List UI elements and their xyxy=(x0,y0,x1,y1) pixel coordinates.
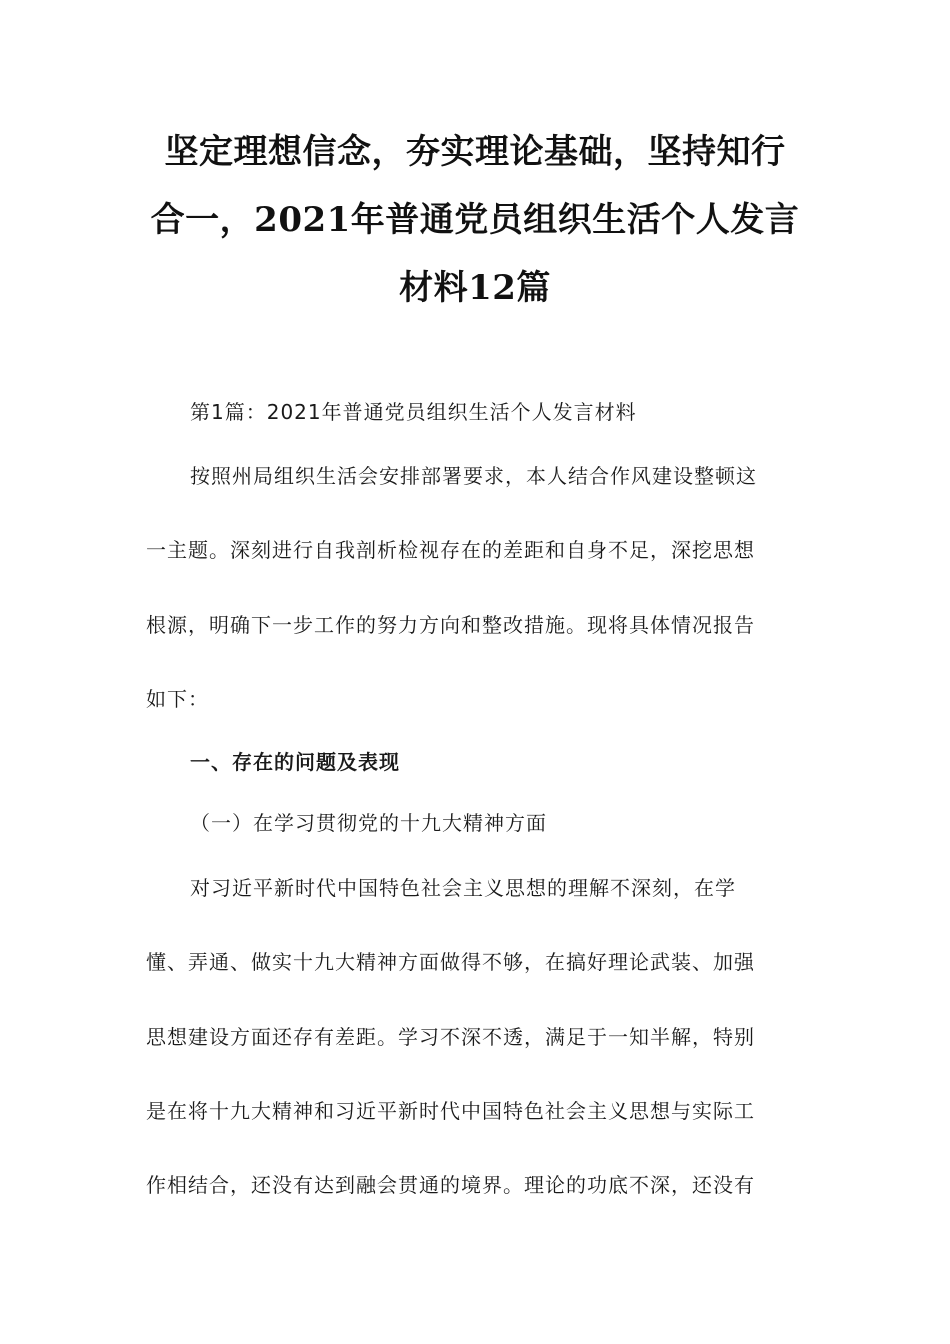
section-heading: 一、存在的问题及表现 xyxy=(190,750,400,774)
para-line-1: 对习近平新时代中国特色社会主义思想的理解不深刻，在学 xyxy=(190,876,736,900)
title-line-3: 材料12篇 xyxy=(399,268,551,308)
para-line-2: 懂、弄通、做实十九大精神方面做得不够，在搞好理论武装、加强 xyxy=(146,950,755,974)
title-line-2: 合一，2021年普通党员组织生活个人发言 xyxy=(150,200,800,240)
document-title xyxy=(140,118,810,322)
article-subtitle: 第1篇：2021年普通党员组织生活个人发言材料 xyxy=(190,400,637,424)
intro-line-3: 根源，明确下一步工作的努力方向和整改措施。现将具体情况报告 xyxy=(146,613,755,637)
intro-line-2: 一主题。深刻进行自我剖析检视存在的差距和自身不足，深挖思想 xyxy=(146,538,755,562)
para-line-4: 是在将十九大精神和习近平新时代中国特色社会主义思想与实际工 xyxy=(146,1099,755,1123)
intro-line-1: 按照州局组织生活会安排部署要求，本人结合作风建设整顿这 xyxy=(190,464,757,488)
section-subheading: （一）在学习贯彻党的十九大精神方面 xyxy=(190,811,547,835)
para-line-5: 作相结合，还没有达到融会贯通的境界。理论的功底不深，还没有 xyxy=(146,1173,755,1197)
para-line-3: 思想建设方面还存有差距。学习不深不透，满足于一知半解，特别 xyxy=(146,1025,755,1049)
title-line-1: 坚定理想信念，夯实理论基础，坚持知行 xyxy=(164,132,786,172)
intro-line-4: 如下： xyxy=(146,687,209,711)
